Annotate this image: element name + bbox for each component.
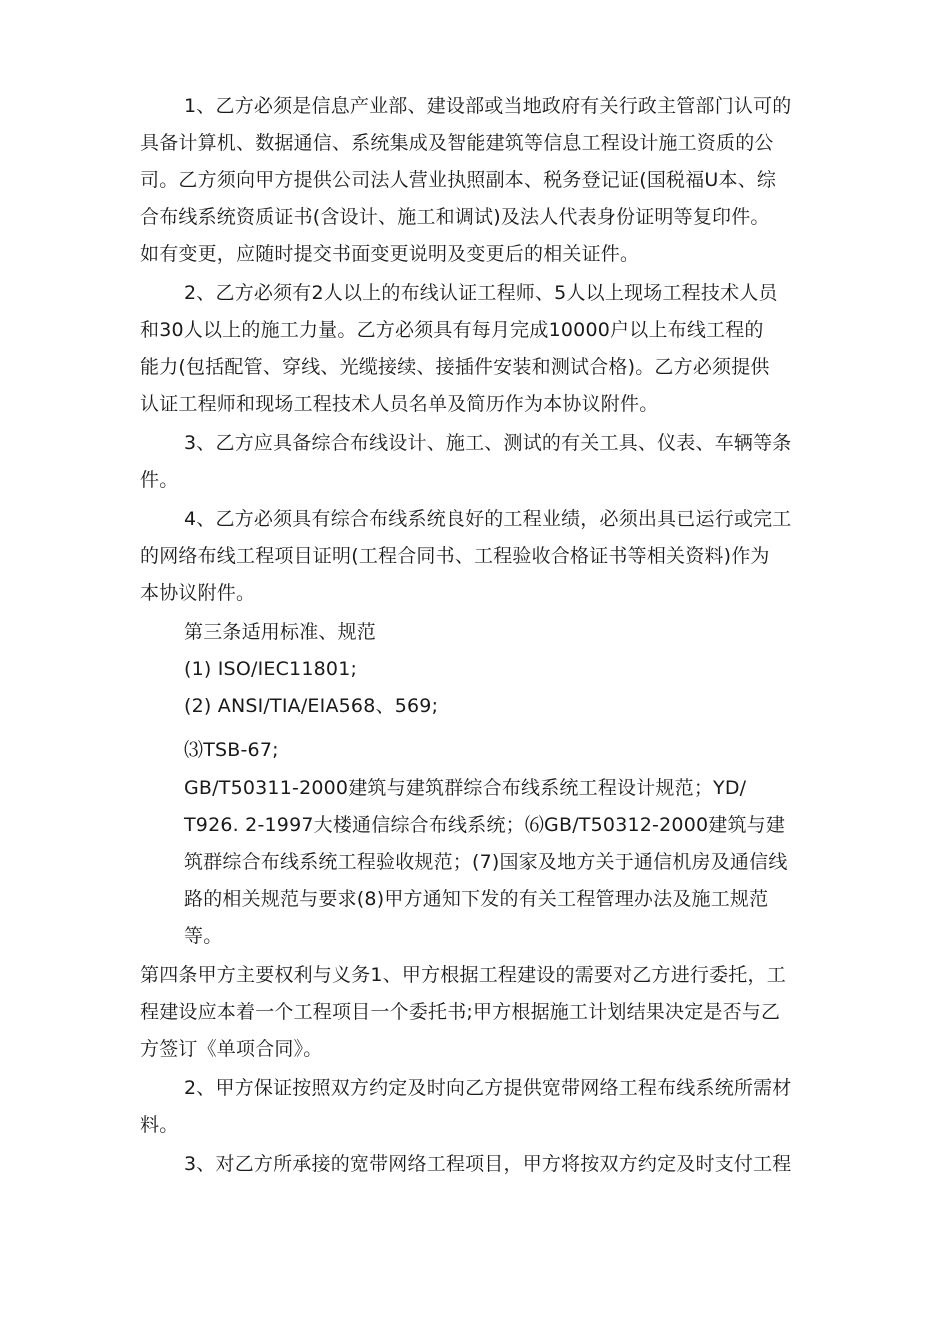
text-line: 的网络布线工程项目证明(工程合同书、工程验收合格证书等相关资料)作为 [140, 545, 770, 567]
text-line: 如有变更，应随时提交书面变更说明及变更后的相关证件。 [140, 243, 640, 265]
text-line: 方签订《单项合同》。 [140, 1038, 323, 1060]
list-item: ⑶TSB-67; [184, 739, 279, 761]
text-line: 认证工程师和现场工程技术人员名单及简历作为本协议附件。 [140, 393, 659, 415]
text-line: 2、甲方保证按照双方约定及时向乙方提供宽带网络工程布线系统所需材 [184, 1077, 792, 1099]
text-line: 4、乙方必须具有综合布线系统良好的工程业绩，必须出具已运行或完工 [184, 508, 792, 530]
text-line: 合布线系统资质证书(含设计、施工和调试)及法人代表身份证明等复印件。 [140, 206, 770, 228]
text-line: 2、乙方必须有2人以上的布线认证工程师、5人以上现场工程技术人员 [184, 282, 778, 304]
text-line: 件。 [140, 469, 179, 491]
text-line: 3、对乙方所承接的宽带网络工程项目，甲方将按双方约定及时支付工程 [184, 1153, 792, 1175]
section-heading: 第三条适用标准、规范 [184, 621, 377, 643]
text-line: 本协议附件。 [140, 582, 256, 604]
text-line: 司。乙方须向甲方提供公司法人营业执照副本、税务登记证(国税福U本、综 [140, 169, 777, 191]
list-item: (2) ANSI/TIA/EIA568、569; [184, 695, 439, 717]
text-line: 具备计算机、数据通信、系统集成及智能建筑等信息工程设计施工资质的公 [140, 132, 774, 154]
text-line: 程建设应本着一个工程项目一个委托书;甲方根据施工计划结果决定是否与乙 [140, 1001, 781, 1023]
text-line: 筑群综合布线系统工程验收规范；(7)国家及地方关于通信机房及通信线 [184, 851, 788, 873]
section-heading: 第四条甲方主要权利与义务1、甲方根据工程建设的需要对乙方进行委托，工 [140, 964, 786, 986]
text-line: 料。 [140, 1114, 179, 1136]
text-line: GB/T50311-2000建筑与建筑群综合布线系统工程设计规范；YD/ [184, 777, 747, 799]
text-line: 3、乙方应具备综合布线设计、施工、测试的有关工具、仪表、车辆等条 [184, 432, 792, 454]
text-line: 1、乙方必须是信息产业部、建设部或当地政府有关行政主管部门认可的 [184, 95, 792, 117]
list-item: (1) ISO/IEC11801; [184, 658, 358, 680]
text-line: 和30人以上的施工力量。乙方必须具有每月完成10000户以上布线工程的 [140, 319, 764, 341]
text-line: 能力(包括配管、穿线、光缆接续、接插件安装和测试合格)。乙方必须提供 [140, 356, 770, 378]
text-line: 等。 [184, 925, 223, 947]
text-line: 路的相关规范与要求(8)甲方通知下发的有关工程管理办法及施工规范 [184, 888, 769, 910]
text-line: T926. 2-1997大楼通信综合布线系统；⑹GB/T50312-2000建筑与建 [184, 814, 786, 836]
